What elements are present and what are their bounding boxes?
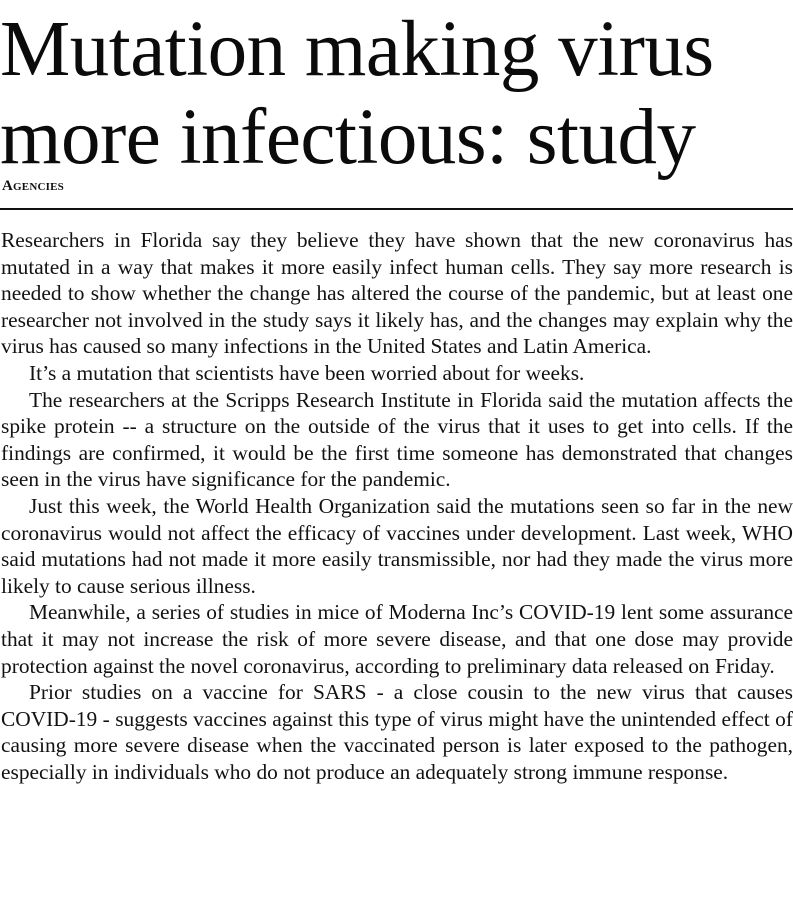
paragraph-1: Researchers in Florida say they believe they have shown that the new coronavirus has mutated in a way that makes it more easily infect human cells. They say more research is needed to show whether the change has altered the course of the pandemic, but at least one researcher not involved in the study says it likely has, and the changes may explain why the virus has caused so many infections in the United States and Latin America. — [1, 228, 793, 359]
paragraph-3: The researchers at the Scripps Research Institute in Florida said the mutation affects the spike protein -- a structure on the outside of the virus that it uses to get into cells. If the findings are confirmed, it would be the first time someone has demonstrated that changes seen in the virus have significance for the pandemic. — [1, 387, 793, 492]
article-body — [1, 227, 793, 785]
headline-line-1: Mutation making virus — [0, 6, 714, 93]
paragraph-5: Meanwhile, a series of studies in mice of Moderna Inc’s COVID-19 lent some assurance that it may not increase the risk of more severe disease, and that one dose may provide protection against the novel coronavirus, according to preliminary data released on Friday. — [1, 600, 793, 678]
paragraph-6: Prior studies on a vaccine for SARS - a close cousin to the new virus that causes COVID-19 - suggests vaccines against this type of virus might have the unintended effect of causing more severe disease when the vaccinated person is later exposed to the pathogen, especially in individuals who do not produce an adequately strong immune response. — [1, 680, 793, 784]
byline: Agencies — [2, 178, 64, 194]
headline-divider — [0, 208, 793, 210]
headline — [0, 6, 793, 182]
paragraph-2: It’s a mutation that scientists have been worried about for weeks. — [29, 360, 585, 385]
headline-line-2: more infectious: study — [0, 94, 696, 181]
paragraph-4: Just this week, the World Health Organization said the mutations seen so far in the new coronavirus would not affect the efficacy of vaccines under development. Last week, WHO said mutations had not made it more easily transmissible, nor had they made the virus more likely to cause serious illness. — [1, 493, 793, 598]
